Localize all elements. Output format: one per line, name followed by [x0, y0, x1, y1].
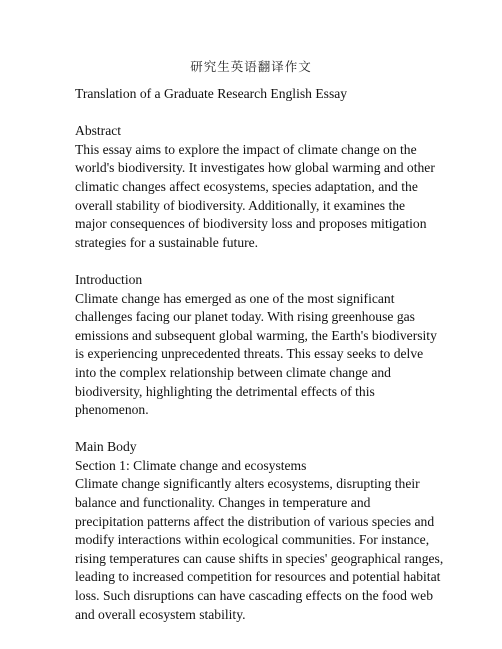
paragraph-line: is experiencing unprecedented threats. This essay seeks to delve [75, 346, 424, 362]
paragraph-line: precipitation patterns affect the distribution of various species and [75, 513, 435, 529]
main-body-section [75, 438, 444, 624]
section-1-heading: Section 1: Climate change and ecosystems [75, 457, 307, 473]
paragraph-line: phenomenon. [75, 402, 149, 418]
introduction-heading: Introduction [75, 271, 143, 287]
abstract-section [75, 122, 435, 252]
paragraph-line: emissions and subsequent global warming, the Earth's biodiversity [75, 327, 437, 343]
paragraph-line: strategies for a sustainable future. [75, 234, 259, 250]
paragraph-line: into the complex relationship between climate change and [75, 364, 391, 380]
paragraph-line: This essay aims to explore the impact of climate change on the [75, 141, 417, 157]
document-subtitle: Translation of a Graduate Research English Essay [75, 86, 348, 101]
paragraph-line: rising temperatures can cause shifts in species' geographical ranges, [75, 550, 444, 566]
paragraph-line: loss. Such disruptions can have cascading effects on the food web [75, 588, 434, 604]
document-body [75, 85, 444, 624]
main-body-heading: Main Body [75, 439, 137, 455]
paragraph-line: Climate change significantly alters ecosystems, disrupting their [75, 476, 420, 492]
paragraph-line: modify interactions within ecological communities. For instance, [75, 532, 430, 548]
paragraph-line: overall stability of biodiversity. Additionally, it examines the [75, 197, 406, 213]
paragraph-line: balance and functionality. Changes in temperature and [75, 495, 371, 511]
paragraph-line: and overall ecosystem stability. [75, 606, 246, 622]
abstract-heading: Abstract [75, 123, 122, 139]
document-title-chinese: 研究生英语翻译作文 [190, 59, 312, 74]
paragraph-line: Climate change has emerged as one of the most significant [75, 290, 395, 306]
paragraph-line: major consequences of biodiversity loss and proposes mitigation [75, 216, 427, 232]
paragraph-line: world's biodiversity. It investigates how global warming and other [75, 160, 435, 176]
paragraph-line: biodiversity, highlighting the detrimental effects of this [75, 383, 375, 399]
paragraph-line: climatic changes affect ecosystems, species adaptation, and the [75, 178, 418, 194]
paragraph-line: challenges facing our planet today. With rising greenhouse gas [75, 309, 415, 325]
introduction-section [75, 271, 435, 420]
paragraph-line: leading to increased competition for resources and potential habitat [75, 569, 441, 585]
